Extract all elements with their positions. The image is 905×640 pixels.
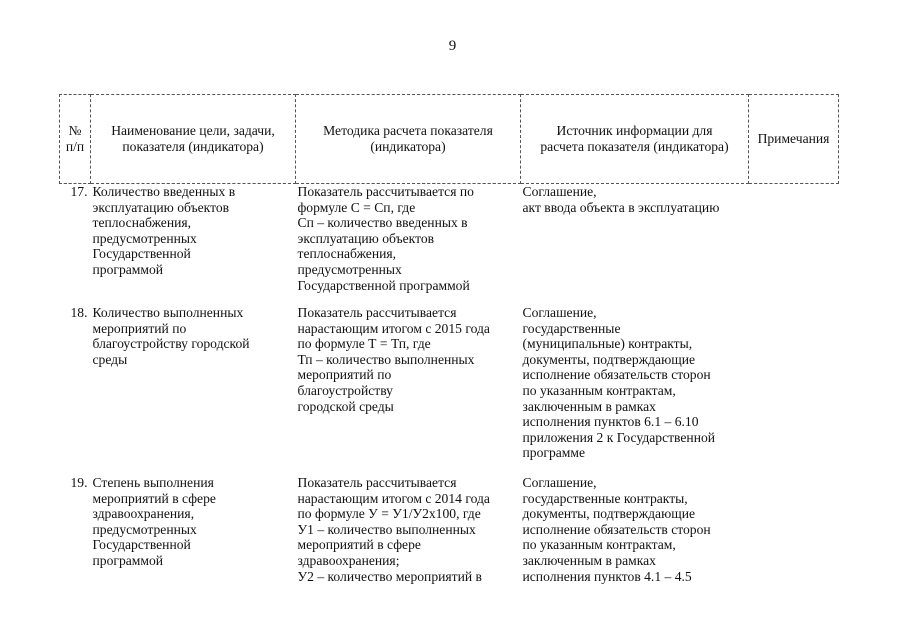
text-line: нарастающим итогом с 2015 года bbox=[297, 320, 490, 336]
page-number: 9 bbox=[448, 38, 457, 54]
text-line: (муниципальные) контракты, bbox=[522, 336, 693, 352]
information-source bbox=[521, 184, 749, 306]
text-line: (индикатора) bbox=[370, 139, 446, 154]
text-line: Показатель рассчитывается по bbox=[297, 184, 474, 199]
text-line: предусмотренных bbox=[92, 230, 197, 246]
text-line: Государственной bbox=[92, 537, 191, 553]
text-line: исполнения пунктов 4.1 – 4.5 bbox=[522, 568, 692, 584]
text-line: У2 – количество мероприятий в bbox=[297, 568, 482, 584]
text-line: благоустройству городской bbox=[92, 336, 250, 352]
text-line: государственные bbox=[522, 320, 621, 336]
text-line: п/п bbox=[65, 139, 85, 154]
row-number: 18. bbox=[70, 305, 88, 320]
text-line: Методика расчета показателя bbox=[323, 123, 493, 139]
header-source bbox=[521, 95, 749, 184]
text-line: среды bbox=[92, 351, 128, 367]
notes-cell bbox=[749, 184, 839, 306]
text-line: У1 – количество выполненных bbox=[297, 521, 476, 537]
text-line: Показатель рассчитывается bbox=[297, 305, 457, 320]
information-source bbox=[521, 475, 749, 584]
text-line: № bbox=[68, 123, 82, 139]
header-method bbox=[296, 95, 521, 184]
text-line: Соглашение, bbox=[522, 305, 597, 320]
calculation-method bbox=[296, 184, 521, 306]
calculation-method bbox=[296, 475, 521, 584]
text-line: программой bbox=[92, 261, 164, 277]
text-line: нарастающим итогом с 2014 года bbox=[297, 490, 490, 506]
text-line: заключенным в рамках bbox=[522, 552, 656, 568]
text-line: документы, подтверждающие bbox=[522, 506, 696, 522]
text-line: благоустройству bbox=[297, 382, 393, 398]
text-line: исполнения пунктов 6.1 – 6.10 bbox=[522, 414, 699, 430]
indicator-name bbox=[91, 184, 296, 306]
text-line: по указанным контрактам, bbox=[522, 382, 676, 398]
text-line: исполнение обязательств сторон bbox=[522, 367, 711, 383]
information-source bbox=[521, 305, 749, 475]
text-line: показателя (индикатора) bbox=[122, 139, 264, 154]
text-line: здравоохранения; bbox=[297, 552, 400, 568]
text-line: расчета показателя (индикатора) bbox=[540, 139, 729, 154]
header-name bbox=[91, 95, 296, 184]
text-line: программой bbox=[92, 552, 164, 568]
header-number bbox=[60, 95, 91, 184]
text-line: теплоснабжения, bbox=[297, 246, 397, 262]
text-line: эксплуатацию объектов bbox=[297, 230, 435, 246]
text-line: мероприятий по bbox=[92, 320, 187, 336]
text-line: мероприятий в сфере bbox=[297, 537, 421, 553]
text-line: исполнение обязательств сторон bbox=[522, 521, 711, 537]
text-line: по формуле У = У1/У2х100, где bbox=[297, 506, 481, 522]
text-line: Источник информации для bbox=[556, 123, 713, 139]
text-line: мероприятий по bbox=[297, 367, 392, 383]
text-line: Государственной программой bbox=[297, 277, 470, 293]
header-notes bbox=[749, 95, 839, 184]
text-line: Соглашение, bbox=[522, 184, 597, 199]
notes-cell bbox=[749, 475, 839, 584]
text-line: Государственной bbox=[92, 246, 191, 262]
text-line: программе bbox=[522, 445, 586, 461]
text-line: заключенным в рамках bbox=[522, 398, 656, 414]
text-line: Соглашение, bbox=[522, 475, 597, 490]
text-line: Показатель рассчитывается bbox=[297, 475, 457, 490]
notes-cell bbox=[749, 305, 839, 475]
text-line: Наименование цели, задачи, bbox=[111, 123, 275, 139]
text-line: городской среды bbox=[297, 398, 394, 414]
text-line: Количество введенных в bbox=[92, 184, 236, 199]
text-line: по указанным контрактам, bbox=[522, 537, 676, 553]
text-line: государственные контракты, bbox=[522, 490, 688, 506]
text-line: мероприятий в сфере bbox=[92, 490, 216, 506]
text-line: предусмотренных bbox=[92, 521, 197, 537]
text-line: Количество выполненных bbox=[92, 305, 244, 320]
calculation-method bbox=[296, 305, 521, 475]
text-line: формуле С = Сп, где bbox=[297, 199, 416, 215]
text-line: Примечания bbox=[757, 131, 830, 147]
row-number: 19. bbox=[70, 475, 88, 490]
table-header-row bbox=[60, 95, 839, 184]
text-line: теплоснабжения, bbox=[92, 215, 192, 231]
table-row bbox=[60, 475, 839, 584]
text-line: Степень выполнения bbox=[92, 475, 214, 490]
text-line: документы, подтверждающие bbox=[522, 351, 696, 367]
indicators-table bbox=[59, 94, 839, 584]
indicator-name bbox=[91, 305, 296, 475]
text-line: акт ввода объекта в эксплуатацию bbox=[522, 199, 720, 215]
indicator-name bbox=[91, 475, 296, 584]
text-line: по формуле Т = Тп, где bbox=[297, 336, 431, 352]
text-line: здравоохранения, bbox=[92, 506, 195, 522]
text-line: эксплуатацию объектов bbox=[92, 199, 230, 215]
table-row bbox=[60, 184, 839, 306]
row-number: 17. bbox=[70, 184, 88, 199]
text-line: приложения 2 к Государственной bbox=[522, 429, 716, 445]
text-line: предусмотренных bbox=[297, 261, 402, 277]
table-row bbox=[60, 305, 839, 475]
text-line: Сп – количество введенных в bbox=[297, 215, 468, 231]
text-line: Тп – количество выполненных bbox=[297, 351, 475, 367]
